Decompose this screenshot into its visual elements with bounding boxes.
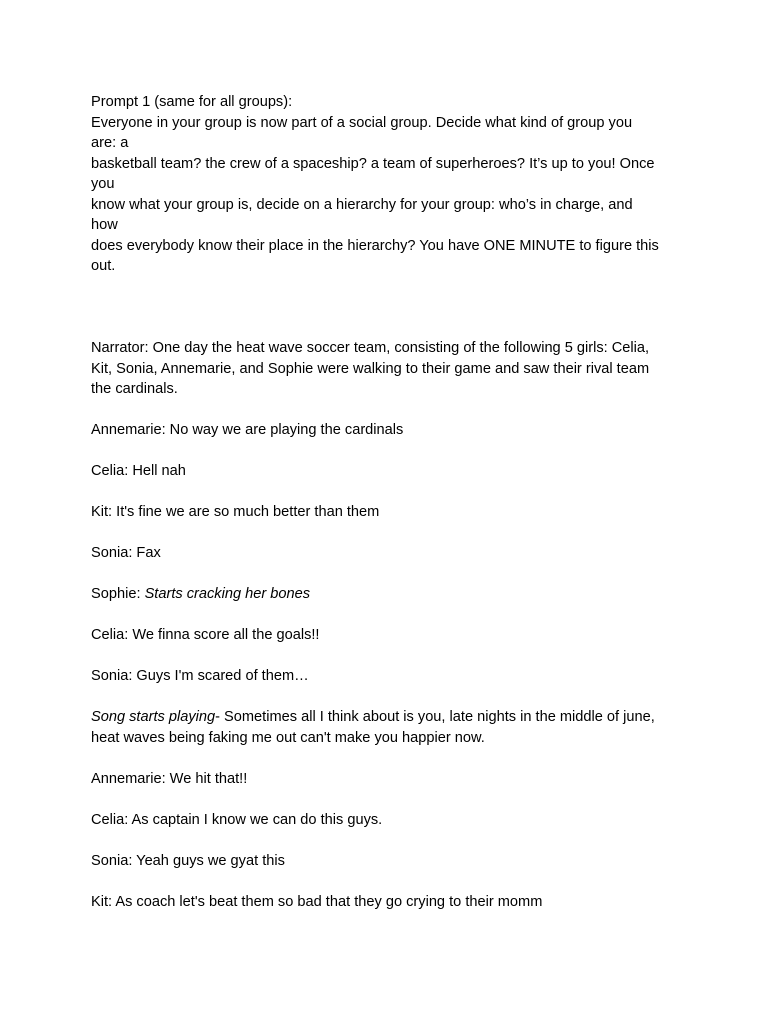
dialogue-line-annemarie: Annemarie: No way we are playing the cardinals xyxy=(91,422,404,438)
document-body xyxy=(91,92,691,912)
prompt-line: how xyxy=(91,217,118,233)
dialogue-line-celia: Celia: Hell nah xyxy=(91,463,186,479)
stage-direction: Song starts playing xyxy=(91,709,216,725)
prompt-line: you xyxy=(91,176,115,192)
blank-line xyxy=(91,605,691,626)
blank-line xyxy=(91,748,691,769)
dialogue-line-sonia: Sonia: Fax xyxy=(91,545,161,561)
prompt-paragraph xyxy=(91,92,691,277)
song-line xyxy=(91,707,691,728)
dialogue-line-kit: Kit: As coach let's beat them so bad that they go crying to their momm xyxy=(91,893,543,910)
blank-line xyxy=(91,482,691,503)
prompt-line: does everybody know their place in the hierarchy? You have ONE MINUTE to figure this xyxy=(91,237,659,254)
song-paragraph xyxy=(91,707,691,748)
prompt-line: out. xyxy=(91,258,116,274)
dialogue-line-celia: Celia: As captain I know we can do this guys. xyxy=(91,811,383,828)
dialogue-line-celia: Celia: We finna score all the goals!! xyxy=(91,627,320,643)
stage-direction: Starts cracking her bones xyxy=(144,586,311,602)
blank-line xyxy=(91,871,691,892)
speaker-label: Sophie: xyxy=(91,586,145,602)
prompt-line: Everyone in your group is now part of a social group. Decide what kind of group you xyxy=(91,114,633,131)
song-line: heat waves being faking me out can't make you happier now. xyxy=(91,729,485,746)
blank-line xyxy=(91,830,691,851)
blank-line xyxy=(91,441,691,462)
blank-line xyxy=(91,400,691,421)
song-lyrics: - Sometimes all I think about is you, late nights in the middle of june, xyxy=(215,709,655,725)
blank-space xyxy=(91,277,691,339)
narrator-line: the cardinals. xyxy=(91,381,178,397)
narrator-paragraph xyxy=(91,338,691,400)
blank-line xyxy=(91,564,691,585)
prompt-line: know what your group is, decide on a hierarchy for your group: who’s in charge, and xyxy=(91,196,633,213)
blank-line xyxy=(91,687,691,708)
blank-line xyxy=(91,789,691,810)
dialogue-line-sonia: Sonia: Yeah guys we gyat this xyxy=(91,852,285,869)
dialogue-line-sonia: Sonia: Guys I'm scared of them… xyxy=(91,668,309,684)
dialogue-line-sophie xyxy=(91,584,691,605)
narrator-line: Kit, Sonia, Annemarie, and Sophie were walking to their game and saw their rival team xyxy=(91,360,650,377)
narrator-line: Narrator: One day the heat wave soccer team, consisting of the following 5 girls: Celia, xyxy=(91,340,650,356)
dialogue-line-annemarie: Annemarie: We hit that!! xyxy=(91,770,248,787)
prompt-line: Prompt 1 (same for all groups): xyxy=(91,94,293,110)
dialogue-line-kit: Kit: It's fine we are so much better than them xyxy=(91,504,380,520)
blank-line xyxy=(91,646,691,667)
blank-line xyxy=(91,523,691,544)
prompt-line: basketball team? the crew of a spaceship? a team of superheroes? It’s up to you! Once xyxy=(91,155,655,172)
prompt-line: are: a xyxy=(91,135,129,151)
